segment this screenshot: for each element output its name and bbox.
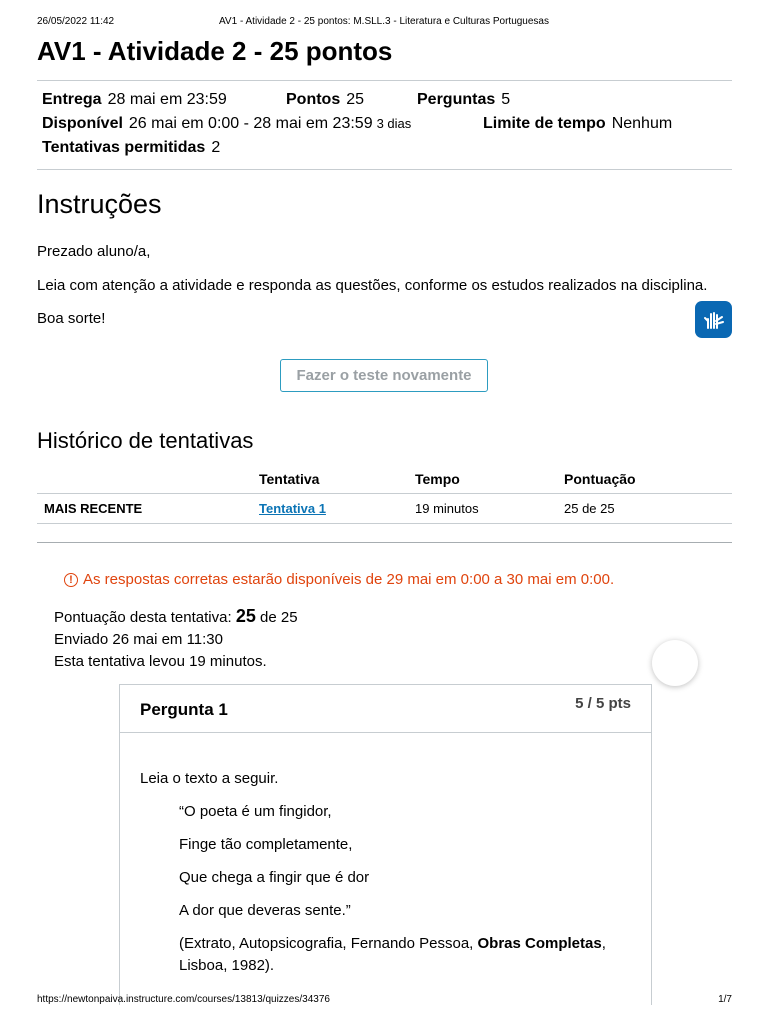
instructions-heading: Instruções — [37, 189, 162, 219]
instructions-line: Leia com atenção a atividade e responda as questões, conforme os estudos realizados na disciplina. — [37, 277, 708, 294]
question-card — [119, 684, 652, 1005]
allowed-attempts — [42, 139, 220, 157]
poem-verse: Que chega a fingir que é dor — [179, 869, 370, 886]
score-label: Pontuação desta tentativa: — [54, 609, 232, 626]
question-header — [120, 685, 651, 733]
column-header: Tentativa — [259, 464, 415, 494]
available-label: Disponível — [42, 115, 123, 132]
attempt-score-summary — [54, 606, 298, 627]
questions-count — [417, 91, 510, 109]
citation-work: Obras Completas — [477, 935, 602, 952]
citation-text: (Extrato, Autopsicografia, Fernando Pessoa, — [179, 935, 478, 952]
available-days: 3 dias — [376, 116, 412, 131]
poem-citation-line2: Lisboa, 1982). — [179, 957, 275, 974]
answers-availability-notice — [64, 571, 614, 588]
floating-action-button[interactable] — [652, 640, 698, 686]
due-date — [42, 91, 227, 109]
print-doc-title: AV1 - Atividade 2 - 25 pontos: M.SLL.3 - Literatura e Culturas Portuguesas — [219, 16, 549, 27]
attempts-table — [37, 464, 732, 524]
submitted-date: Enviado 26 mai em 11:30 — [54, 631, 223, 648]
print-datetime: 26/05/2022 11:42 — [37, 16, 115, 27]
warning-circle-icon: ! — [64, 573, 78, 587]
score-total: de 25 — [260, 609, 298, 626]
vlibras-hands-icon — [702, 308, 726, 332]
attempt-duration: Esta tentativa levou 19 minutos. — [54, 653, 267, 670]
time-limit — [483, 115, 672, 133]
instructions-line: Prezado aluno/a, — [37, 243, 151, 260]
column-header — [37, 464, 259, 494]
attempt-score: 25 de 25 — [564, 494, 732, 524]
question-intro: Leia o texto a seguir. — [140, 770, 279, 787]
citation-comma: , — [601, 935, 606, 952]
table-header-row — [37, 464, 732, 494]
poem-verse: “O poeta é um fingidor, — [179, 803, 332, 820]
attempt-time: 19 minutos — [415, 494, 564, 524]
attempts-value: 2 — [211, 139, 221, 156]
vlibras-button[interactable] — [695, 301, 732, 338]
points — [286, 91, 364, 109]
due-value: 28 mai em 23:59 — [107, 91, 227, 108]
instructions-line: Boa sorte! — [37, 310, 106, 327]
poem-verse: Finge tão completamente, — [179, 836, 353, 853]
notice-text: As respostas corretas estarão disponíveis de 29 mai em 0:00 a 30 mai em 0:00. — [83, 571, 615, 588]
table-row — [37, 494, 732, 524]
attempts-label: Tentativas permitidas — [42, 139, 206, 156]
poem-citation — [179, 935, 606, 952]
question-points: 5 / 5 pts — [575, 695, 631, 712]
print-url: https://newtonpaiva.instructure.com/courses/13813/quizzes/34376 — [37, 994, 330, 1005]
score-value: 25 — [235, 606, 256, 626]
column-header: Tempo — [415, 464, 564, 494]
question-title: Pergunta 1 — [140, 700, 228, 719]
attempt-link[interactable]: Tentativa 1 — [259, 501, 326, 516]
points-label: Pontos — [286, 91, 341, 108]
available-value: 26 mai em 0:00 - 28 mai em 23:59 — [128, 115, 373, 132]
page-title: AV1 - Atividade 2 - 25 pontos — [37, 36, 393, 66]
questions-value: 5 — [501, 91, 511, 108]
due-label: Entrega — [42, 91, 102, 108]
time-limit-label: Limite de tempo — [483, 115, 606, 132]
row-label: MAIS RECENTE — [37, 494, 259, 524]
time-limit-value: Nenhum — [611, 115, 673, 132]
retake-quiz-button[interactable]: Fazer o teste novamente — [280, 359, 488, 392]
history-heading: Histórico de tentativas — [37, 428, 254, 453]
column-header: Pontuação — [564, 464, 732, 494]
divider — [37, 169, 732, 170]
points-value: 25 — [346, 91, 365, 108]
poem-verse: A dor que deveras sente.” — [179, 902, 351, 919]
divider — [37, 80, 732, 81]
divider — [37, 542, 732, 543]
questions-label: Perguntas — [417, 91, 496, 108]
availability — [42, 115, 411, 133]
print-page-number: 1/7 — [718, 994, 732, 1005]
